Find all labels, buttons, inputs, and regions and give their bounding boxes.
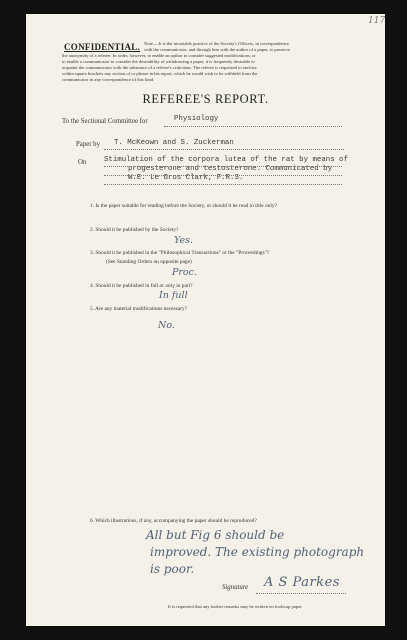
paper-title-rule xyxy=(104,166,342,167)
note-line: communicator in any correspondence of this kind. xyxy=(62,77,155,82)
question-3: 3. Should it be published in the "Philosophical Transactions" or the "Proceedings"? xyxy=(90,250,270,256)
answer-3: Proc. xyxy=(172,267,197,278)
note-line: the anonymity of a referee. In order, however, to enable an author to consider suggested modifications, or xyxy=(62,53,256,58)
paper-title-rule xyxy=(104,184,342,185)
folio-number: 117 xyxy=(368,16,386,26)
paper-by-label: Paper by xyxy=(76,141,100,148)
answer-2: Yes. xyxy=(174,235,193,246)
question-3-note: (See Standing Orders on opposite page) xyxy=(106,259,192,265)
question-5: 5. Are any material modifications necessary? xyxy=(90,306,187,312)
paper-title-line: Stimulation of the corpora lutea of the rat by means of xyxy=(104,156,348,164)
paper-by-rule xyxy=(104,149,344,150)
committee-label: To the Sectional Committee for xyxy=(62,118,148,125)
paper-by-value: T. McKeown and S. Zuckerman xyxy=(114,139,234,147)
committee-value: Physiology xyxy=(174,115,219,123)
question-4: 4. Should it be published in full or only in part? xyxy=(90,283,193,289)
answer-5: No. xyxy=(158,320,175,331)
answer-6-line: improved. The existing photograph xyxy=(150,545,365,559)
on-label: On xyxy=(78,159,87,166)
note-line: Note.—It is the invariable practice of the Society's Officers, in correspondence xyxy=(144,41,289,46)
report-title: REFEREE'S REPORT. xyxy=(142,92,269,106)
question-2: 2. Should it be published by the Society? xyxy=(90,227,179,233)
paper-title-rule xyxy=(104,175,342,176)
answer-6-line: All but Fig 6 should be xyxy=(146,528,285,542)
signature-rule xyxy=(256,593,346,594)
paper-title-line: W.E. Le Gros Clark, F.R.S. xyxy=(128,174,244,182)
question-6: 6. Which illustrations, if any, accompanying the paper should be reproduced? xyxy=(90,518,257,524)
referee-report-sheet xyxy=(26,14,385,626)
footer-note: It is requested that any further remarks may be written on foolscap paper. xyxy=(168,604,303,609)
committee-rule xyxy=(164,126,342,127)
signature-value: A S Parkes xyxy=(264,575,340,590)
note-line: to enable a communicator to consider the desirability of withdrawing a paper, it is frequently desirable to xyxy=(62,59,255,64)
note-line: within square brackets any section of or phrase in his report, which he would wish to be withheld from the xyxy=(62,71,258,76)
paper-title-line: progesterone and testosterone. Communicated by xyxy=(128,165,333,173)
answer-6-line: is poor. xyxy=(150,562,195,576)
note-line: acquaint the communicator with the substance of a referee's criticisms. The referee is requested to enclose xyxy=(62,65,257,70)
confidential-label: CONFIDENTIAL. xyxy=(64,42,141,52)
answer-4: In full xyxy=(159,290,188,301)
question-1: 1. Is the paper suitable for reading before the Society, or should it be read in title only? xyxy=(90,203,277,209)
signature-label: Signature xyxy=(222,584,249,591)
note-line: with the communicator, and through him with the author of a paper, to preserve xyxy=(144,47,290,52)
